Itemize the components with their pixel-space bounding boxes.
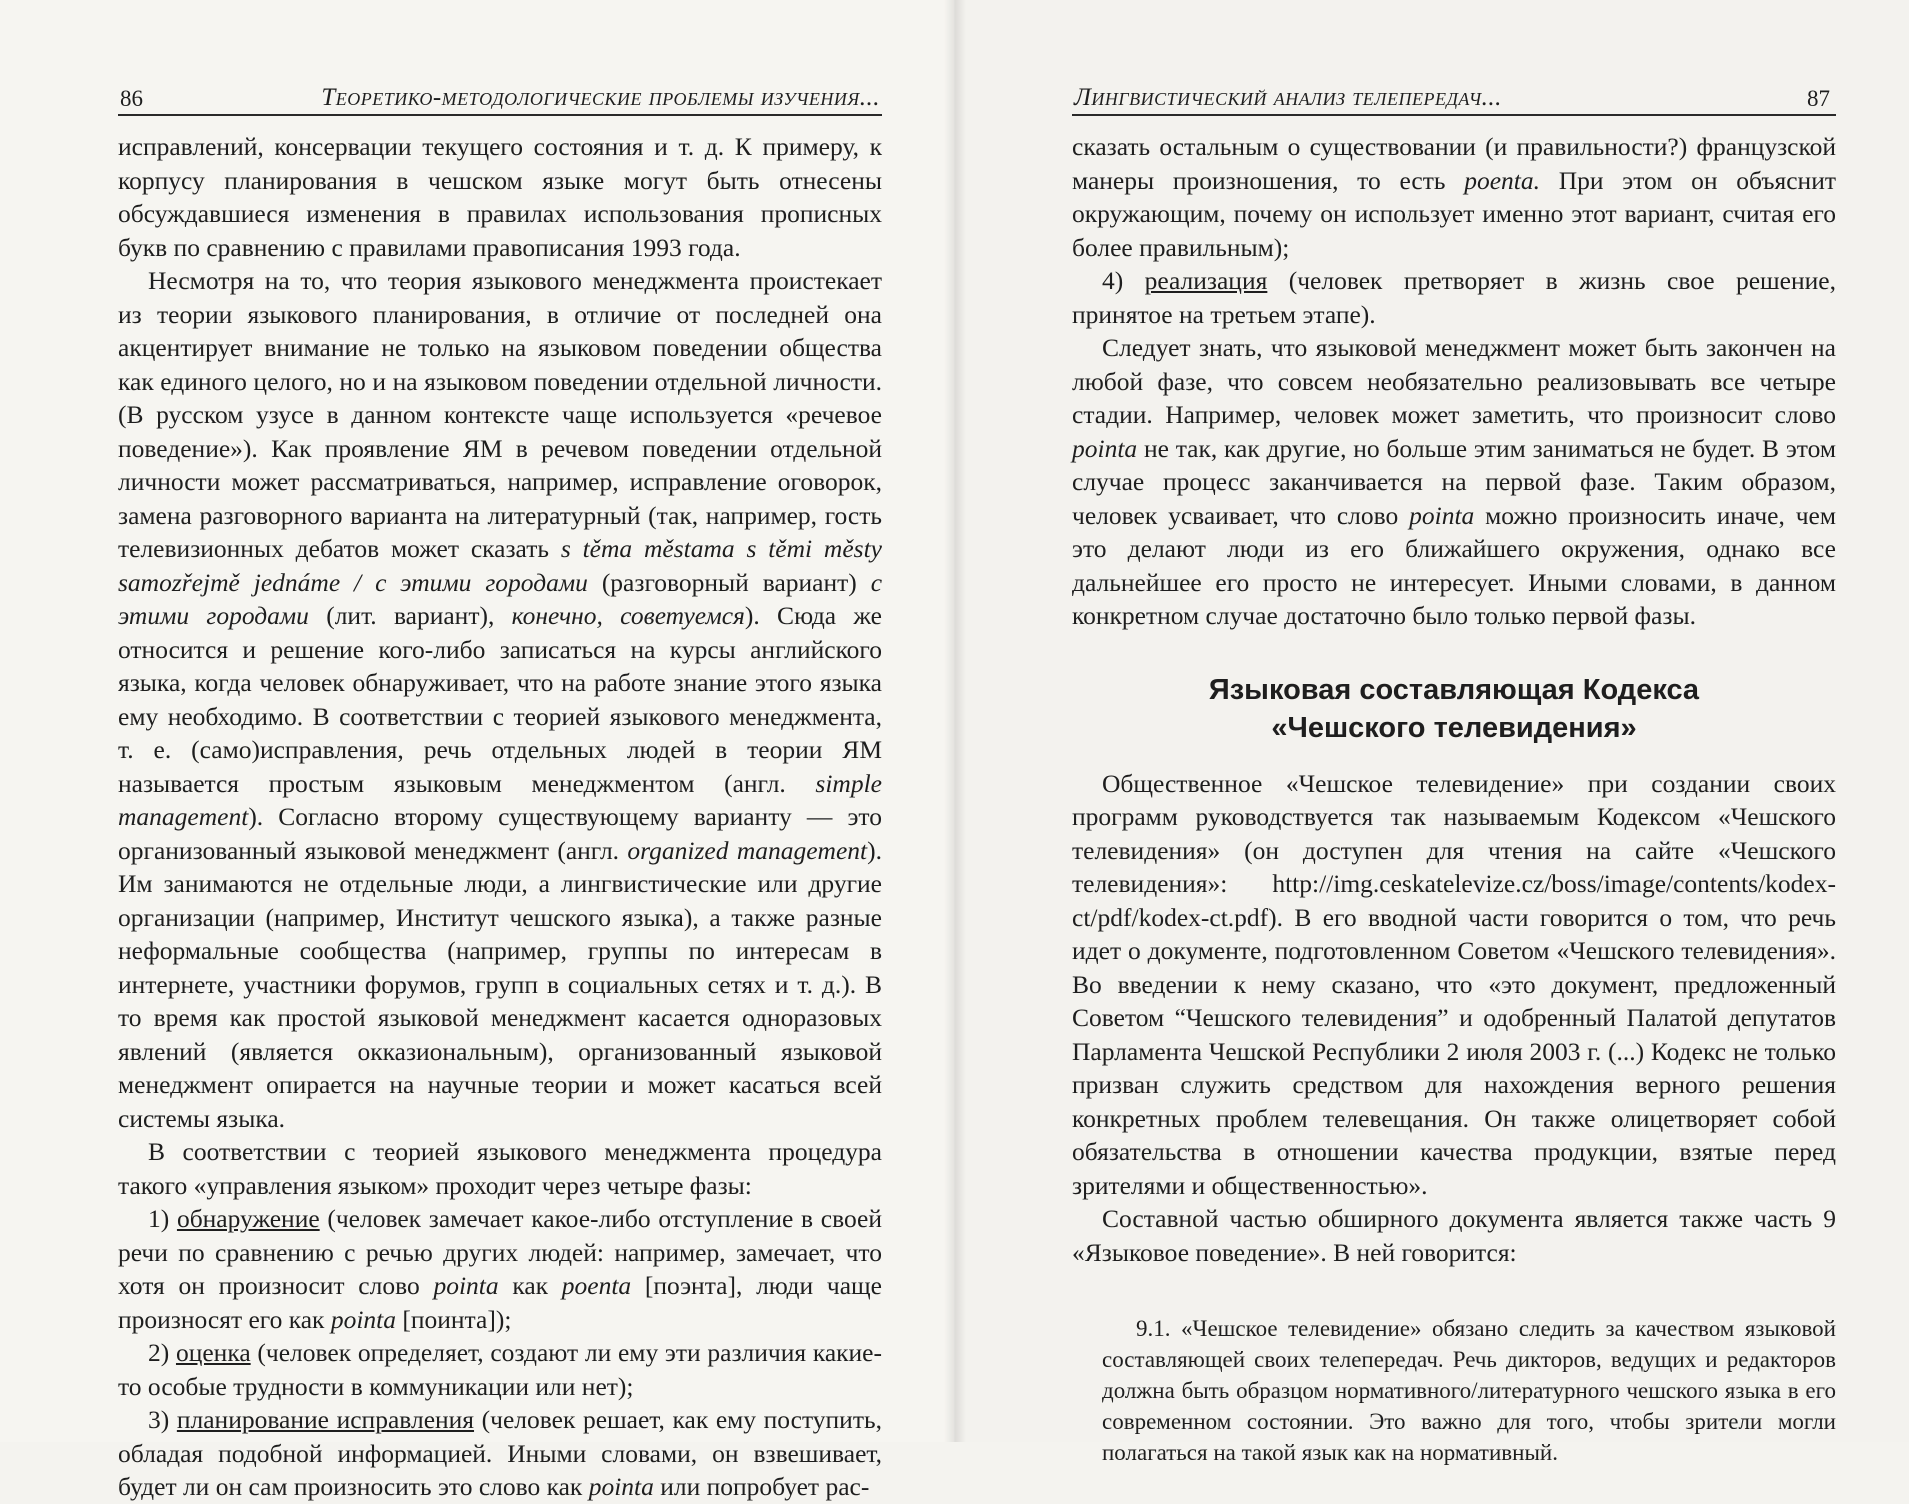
- right-page-number: 87: [1807, 86, 1830, 111]
- phase-item: 3) планирование исправления (человек решает, как ему поступить, обладая подобной информацией. Иными словами, он взвешивает, будет ли он сам произносить это слово как pointa или попробует рас-: [118, 1405, 882, 1501]
- phase-term: реализация: [1144, 266, 1268, 295]
- block-quote: 9.1. «Чешское телевидение» обязано следить за качеством языковой составляющей своих телепередач. Речь дикторов, ведущих и редакторов должна быть образцом нормативного/литературного чешского языка в его современном состоянии. Это важно для того, чтобы зрители могли полагаться на такой язык как на нормативный.: [1102, 1316, 1836, 1465]
- phase-item: 4) реализация (человек претворяет в жизнь свое решение, принятое на третьем этапе).: [1072, 266, 1836, 329]
- left-page-header: [118, 78, 882, 116]
- phase-term: обнаружение: [176, 1204, 320, 1233]
- book-gutter: [944, 0, 966, 1442]
- paragraph: Несмотря на то, что теория языкового менеджмента проистекает из теории языкового планирования, в отличие от последней она акцентирует внимание не только на языковом поведении общества как единого целого, но и на языковом поведении отдельной личности. (В русском узусе в данном контексте чаще используется «речевое поведение»). Как проявление ЯМ в речевом поведении отдельной личности может рассматриваться, например, исправление оговорок, замена разговорного варианта на литературный (так, например, гость телевизионных дебатов может сказать s těma městama s těmi městy samozřejmě jednáme / с этими городами (разговорный вариант) с этими городами (лит. вариант), конечно, советуемся). Сюда же относится и решение кого-либо записаться на курсы английского языка, когда человек обнаруживает, что на работе знание этого языка ему необходимо. В соответствии с теорией языкового менеджмента, т. е. (само)исправления, речь отдельных людей в теории ЯМ называется простым языковым менеджментом (англ. simple management). Согласно второму существующему варианту — это организованный языковой менеджмент (англ. organized management). Им занимаются не отдельные люди, а лингвистические или другие организации (например, Институт чешского языка), а также разные неформальные сообщества (например, группы по интересам в интернете, участники форумов, групп в социальных сетях и т. д.). В то время как простой языковой менеджмент касается одноразовых явлений (является окказиональным), организованный языковой менеджмент опирается на научные теории и может касаться всей системы языка.: [118, 266, 883, 1133]
- right-running-title: Лингвистический анализ телепередач...: [1074, 84, 1502, 111]
- section-heading: Языковая составляющая Кодекса «Чешского телевидения»: [1208, 673, 1700, 744]
- phase-term: планирование исправления: [176, 1405, 475, 1434]
- left-page-number: 86: [120, 86, 143, 111]
- left-text-column: [118, 130, 882, 1504]
- paragraph: Общественное «Чешское телевидение» при создании своих программ руководствуется так называемым Кодексом «Чешского телевидения» (он доступен для чтения на сайте «Чешского телевидения»: http://img.ceskatelevize.cz/boss/image/contents/kodex-ct/pdf/kodex-ct.pdf). В его вводной части говорится о том, что речь идет о документе, подготовленном Советом «Чешского телевидения». Во введении к нему сказано, что «это документ, предложенный Советом “Чешского телевидения” и одобренный Палатой депутатов Парламента Чешской Республики 2 июля 2003 г. (...) Кодекс не только призван служить средством для нахождения верного решения конкретных проблем телевещания. Он также олицетворяет собой обязательства в отношении качества продукции, взятые перед зрителями и общественностью».: [1072, 768, 1836, 1200]
- right-page-header: [1072, 78, 1836, 116]
- paragraph: Следует знать, что языковой менеджмент может быть закончен на любой фазе, что совсем необязательно реализовывать все четыре стадии. Например, человек может заметить, что произносит слово pointa не так, как другие, но больше этим заниматься не будет. В этом случае процесс заканчивается на первой фазе. Таким образом, человек усваивает, что слово pointa можно произносить иначе, чем это делают люди из его ближайшего окружения, однако все дальнейшее его просто не интересует. Иными словами, в данном конкретном случае достаточно было только первой фазы.: [1072, 333, 1836, 630]
- paragraph: В соответствии с теорией языкового менеджмента процедура такого «управления языком» проходит через четыре фазы:: [118, 1137, 882, 1200]
- phase-term: оценка: [175, 1338, 251, 1367]
- paragraph: сказать остальным о существовании (и правильности?) французской манеры произношения, то есть poenta. При этом он объяснит окружающим, почему он использует именно этот вариант, считая его более правильным);: [1072, 132, 1836, 262]
- right-text-column: [1072, 130, 1836, 1468]
- left-running-title: Теоретико-методологические проблемы изучения...: [321, 84, 880, 111]
- phase-item: 1) обнаружение (человек замечает какое-либо отступление в своей речи по сравнению с речью других людей: например, замечает, что хотя он произносит слово pointa как poenta [поэнта], люди чаще произносят его как pointa [поинта]);: [118, 1204, 882, 1334]
- phase-item: 2) оценка (человек определяет, создают ли ему эти различия какие-то особые трудности в коммуникации или нет);: [118, 1338, 882, 1401]
- paragraph: Составной частью обширного документа является также часть 9 «Языковое поведение». В ней говорится:: [1072, 1204, 1836, 1267]
- czech-example: s těma městama s těmi městy samozřejmě jednáme / с этими городами: [118, 534, 882, 597]
- paragraph: исправлений, консервации текущего состояния и т. д. К примеру, к корпусу планирования в чешском языке могут быть отнесены обсуждавшиеся изменения в правилах использования прописных букв по сравнению с правилами правописания 1993 года.: [118, 132, 882, 262]
